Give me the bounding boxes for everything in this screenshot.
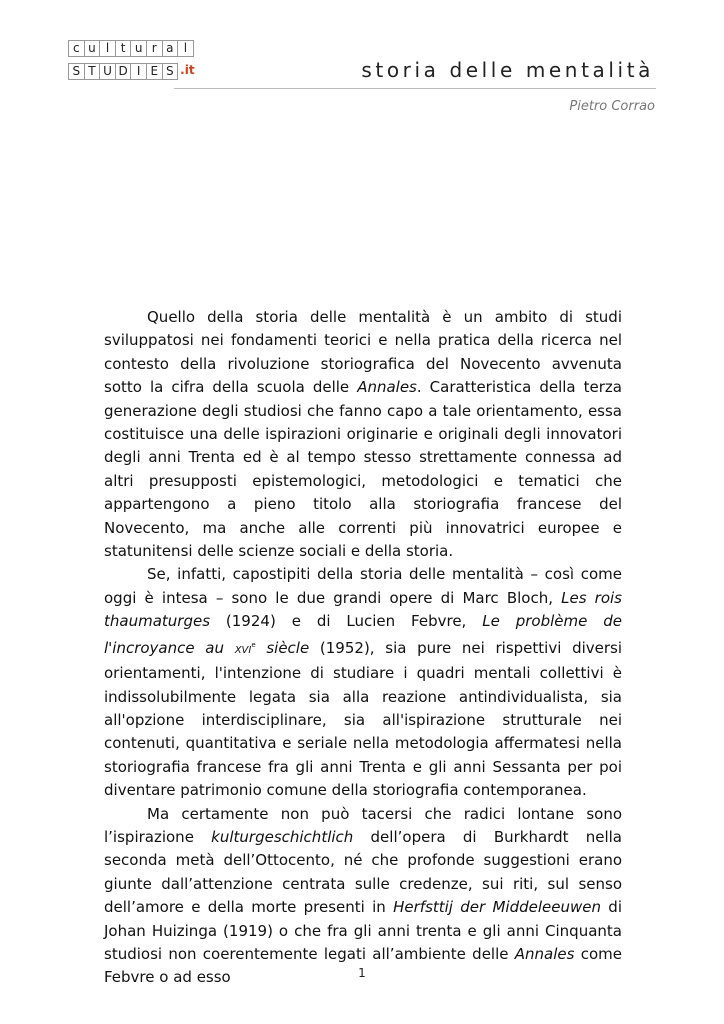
italic-text: Les rois thaumaturges bbox=[104, 588, 622, 631]
logo-letter: u bbox=[130, 40, 147, 57]
text-run: di Johan Huizinga (1919) o che fra gli anni trenta e gli anni Cinquanta studiosi non coerentemente legati all’ambiente delle bbox=[104, 898, 622, 963]
text-run: come Febvre o ad esso bbox=[104, 944, 622, 987]
logo-top-row bbox=[68, 40, 195, 57]
logo-suffix: .it bbox=[180, 63, 195, 77]
author-name: Pietro Corrao bbox=[569, 99, 655, 114]
text-run: Se, infatti, capostipiti della storia delle mentalità – così come oggi è intesa – sono le due grandi opere di Marc Bloch, bbox=[104, 565, 622, 607]
logo-letter: I bbox=[130, 63, 147, 80]
text-run: Ma certamente non può tacersi che radici lontane sono l’ispirazione bbox=[104, 804, 622, 846]
logo-letter: a bbox=[162, 40, 179, 57]
text-run: (1952), sia pure nei rispettivi diversi orientamenti, l'intenzione di studiare i quadri mentali collettivi è indissolubilmente legata sia alla reazione antindividualista, sia all'opzione interdisciplinare, sia all'ispirazione strutturale nei contenuti, quantitativa e seriale nella metodologia affermatesi nella storiografia francese fra gli anni Trenta e gli anni Sessanta per poi diventare patrimonio comune della storiografia contemporanea. bbox=[104, 638, 623, 800]
logo-letter: T bbox=[84, 63, 101, 80]
article-body bbox=[104, 306, 622, 990]
logo-letter: S bbox=[162, 63, 179, 80]
logo-letter: t bbox=[115, 40, 132, 57]
small-caps-text: XVI bbox=[234, 644, 252, 656]
italic-text: kulturgeschichtlich bbox=[211, 827, 354, 846]
logo-bottom-row bbox=[68, 63, 195, 80]
logo-letter: l bbox=[177, 40, 194, 57]
text-run: dell’opera di Burkhardt nella seconda metà dell’Ottocento, né che profonde suggestioni erano giunte dall’attenzione centrata sulle credenze, sui riti, sul senso dell’amore e della morte presenti in bbox=[104, 827, 622, 917]
italic-text: Le problème de l'incroyance au bbox=[104, 612, 622, 657]
text-run: Quello della storia delle mentalità è un ambito di studi sviluppatosi nei fondamenti teorici e nella pratica della ricerca nel contesto della rivoluzione storiografica del Novecento avvenuta sotto la cifra della scuola delle bbox=[104, 308, 622, 397]
logo-letter: D bbox=[115, 63, 132, 80]
logo-letter: E bbox=[146, 63, 163, 80]
logo-letter: l bbox=[99, 40, 116, 57]
logo-letter: u bbox=[84, 40, 101, 57]
italic-text: Herfsttij der Middeleeuwen bbox=[393, 898, 601, 917]
logo-letter: c bbox=[68, 40, 85, 57]
italic-text: siècle bbox=[255, 638, 310, 657]
italic-text: Annales bbox=[357, 378, 417, 397]
cultural-studies-logo bbox=[68, 40, 195, 80]
page-number: 1 bbox=[358, 966, 366, 980]
page-title: storia delle mentalità bbox=[361, 58, 654, 82]
text-run: (1924) e di Lucien Febvre, bbox=[210, 612, 483, 631]
paragraph bbox=[104, 803, 622, 990]
paragraph bbox=[104, 563, 622, 802]
italic-text: Annales bbox=[514, 944, 575, 963]
logo-letter: U bbox=[99, 63, 116, 80]
paragraph bbox=[104, 306, 622, 563]
superscript-text: e bbox=[251, 640, 256, 649]
logo-letter: r bbox=[146, 40, 163, 57]
header-divider bbox=[174, 88, 656, 89]
text-run: . Caratteristica della terza generazione degli studiosi che fanno capo a tale orientamento, essa costituisce una delle ispirazioni originarie e originali degli innovatori degli anni Trenta ed è al tempo stesso strettamente connessa ad altri presupposti epistemologici, metodologici e tematici che appartengono a pieno titolo alla storiografia francese del Novecento, ma anche alle correnti più innovatrici europee e statunitensi delle scienze sociali e della storia. bbox=[104, 378, 622, 561]
logo-letter: S bbox=[68, 63, 85, 80]
